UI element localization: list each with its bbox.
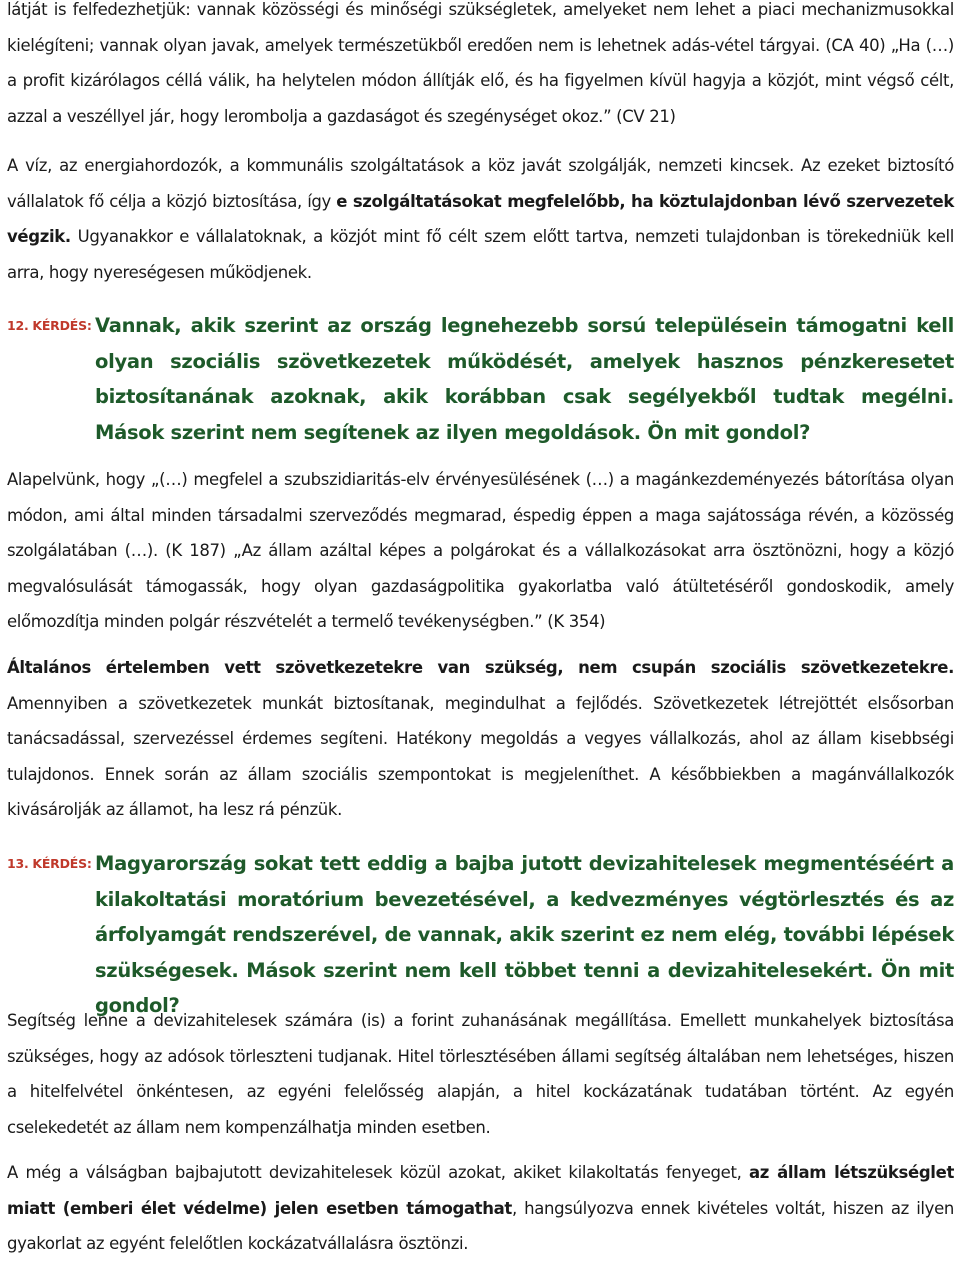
answer-12-paragraph-2	[7, 650, 954, 828]
intro-text: látját is felfedezhetjük: vannak közösségi és minőségi szükségletek, amelyeket nem lehet a piaci mechanizmusokkal kielégíteni; vannak olyan javak, amelyek természetükből eredően nem is lehetnek adás-vétel tárgyai. (CA 40) „Ha (…) a profit kizárólagos céllá válik, ha helytelen módon állítják elő, és ha figyelmen kívül hagyja a közjót, mint végső célt, azzal a veszéllyel jár, hogy lerombolja a gazdaságot és szegénységet okoz.” (CV 21)	[7, 0, 954, 126]
question-12	[7, 308, 954, 450]
question-12-label	[7, 308, 95, 343]
question-13	[7, 846, 954, 1024]
answer-12-text-2: Amennyiben a szövetkezetek munkát biztosítanak, megindulhat a fejlődés. Szövetkezetek létrejöttét elsősorban tanácsadással, szervezéssel érdemes segíteni. Hatékony megoldás a vegyes vállalkozás, ahol az állam kisebbségi tulajdonos. Ennek során az állam szociális szempontokat is megjeleníthet. A későbbiekben a magánvállalkozók kivásárolják az államot, ha lesz rá pénzük.	[7, 693, 954, 819]
question-12-number: 12.	[7, 318, 29, 333]
answer-13-text-2: A még a válságban bajbajutott devizahitelesek közül azokat, akiket kilakoltatás fenyeget,	[7, 1163, 750, 1182]
answer-13-paragraph-1	[7, 1003, 954, 1145]
utilities-paragraph	[7, 148, 954, 290]
answer-12-bold-statement: Általános értelemben vett szövetkezetekre van szükség, nem csupán szociális szövetkezetekre.	[7, 658, 954, 677]
intro-paragraph	[7, 0, 954, 134]
question-13-word: KÉRDÉS:	[32, 856, 92, 871]
question-12-text: Vannak, akik szerint az ország legnehezebb sorsú településein támogatni kell olyan szociális szövetkezetek működését, amelyek hasznos pénzkeresetet biztosítanának azoknak, akik korábban csak segélyekből tudtak megélni. Mások szerint nem segítenek az ilyen megoldások. Ön mit gondol?	[95, 314, 954, 444]
answer-13-text-1: Segítség lenne a devizahitelesek számára (is) a forint zuhanásának megállítása. Emellett munkahelyek biztosítása szükséges, hogy az adósok törleszteni tudjanak. Hitel törlesztésében állami segítség általában nem lehetséges, hiszen a hitelfelvétel önkéntesen, az egyéni felelősség alapján, a hitel kockázatának tudatában történt. Az egyén cselekedetét az állam nem kompenzálhatja minden esetben.	[7, 1011, 954, 1137]
question-13-text: Magyarország sokat tett eddig a bajba jutott devizahitelesek megmentéséért a kilakoltatási moratórium bevezetésével, a kedvezményes végtörlesztés és az árfolyamgát rendszerével, de vannak, akik szerint ez nem elég, további lépések szükségesek. Mások szerint nem kell többet tenni a devizahitelesekért. Ön mit gondol?	[95, 852, 954, 1017]
question-12-word: KÉRDÉS:	[32, 318, 92, 333]
utilities-text-2: Ugyanakkor e vállalatoknak, a közjót mint fő célt szem előtt tartva, nemzeti tulajdonban is törekedniük kell arra, hogy nyereségesen működjenek.	[7, 227, 954, 282]
question-13-number: 13.	[7, 856, 29, 871]
answer-13-text-3: , hangsúlyozva ennek kivételes voltát, hiszen az ilyen gyakorlat az egyént felelőtlen kockázatvállalásra ösztönzi.	[7, 1198, 954, 1253]
answer-12-text-1: Alapelvünk, hogy „(…) megfelel a szubszidiaritás-elv érvényesülésének (…) a magánkezdeményezés bátorítása olyan módon, ami által minden társadalmi szerveződés megmarad, éspedig éppen a maga sajátossága révén, a közösség szolgálatában (…). (K 187) „Az állam azáltal képes a polgárokat és a vállalkozásokat arra ösztönözni, hogy a közjó megvalósulását támogassák, hogy olyan gazdaságpolitika gyakorlatba való átültetéséről gondoskodik, amely előmozdítja minden polgár részvételét a termelő tevékenységben.” (K 354)	[7, 470, 954, 631]
answer-13-bold-statement: az állam létszükséglet miatt (emberi élet védelme) jelen esetben támogathat	[7, 1163, 954, 1218]
answer-13-paragraph-2	[7, 1155, 954, 1262]
utilities-text-1: A víz, az energiahordozók, a kommunális szolgáltatások a köz javát szolgálják, nemzeti kincsek. Az ezeket biztosító vállalatok fő célja a közjó biztosítása, így	[7, 156, 954, 211]
answer-12-paragraph-1	[7, 462, 954, 640]
utilities-bold-statement: e szolgáltatásokat megfelelőbb, ha köztulajdonban lévő szervezetek végzik.	[7, 191, 954, 246]
question-13-label	[7, 846, 95, 881]
